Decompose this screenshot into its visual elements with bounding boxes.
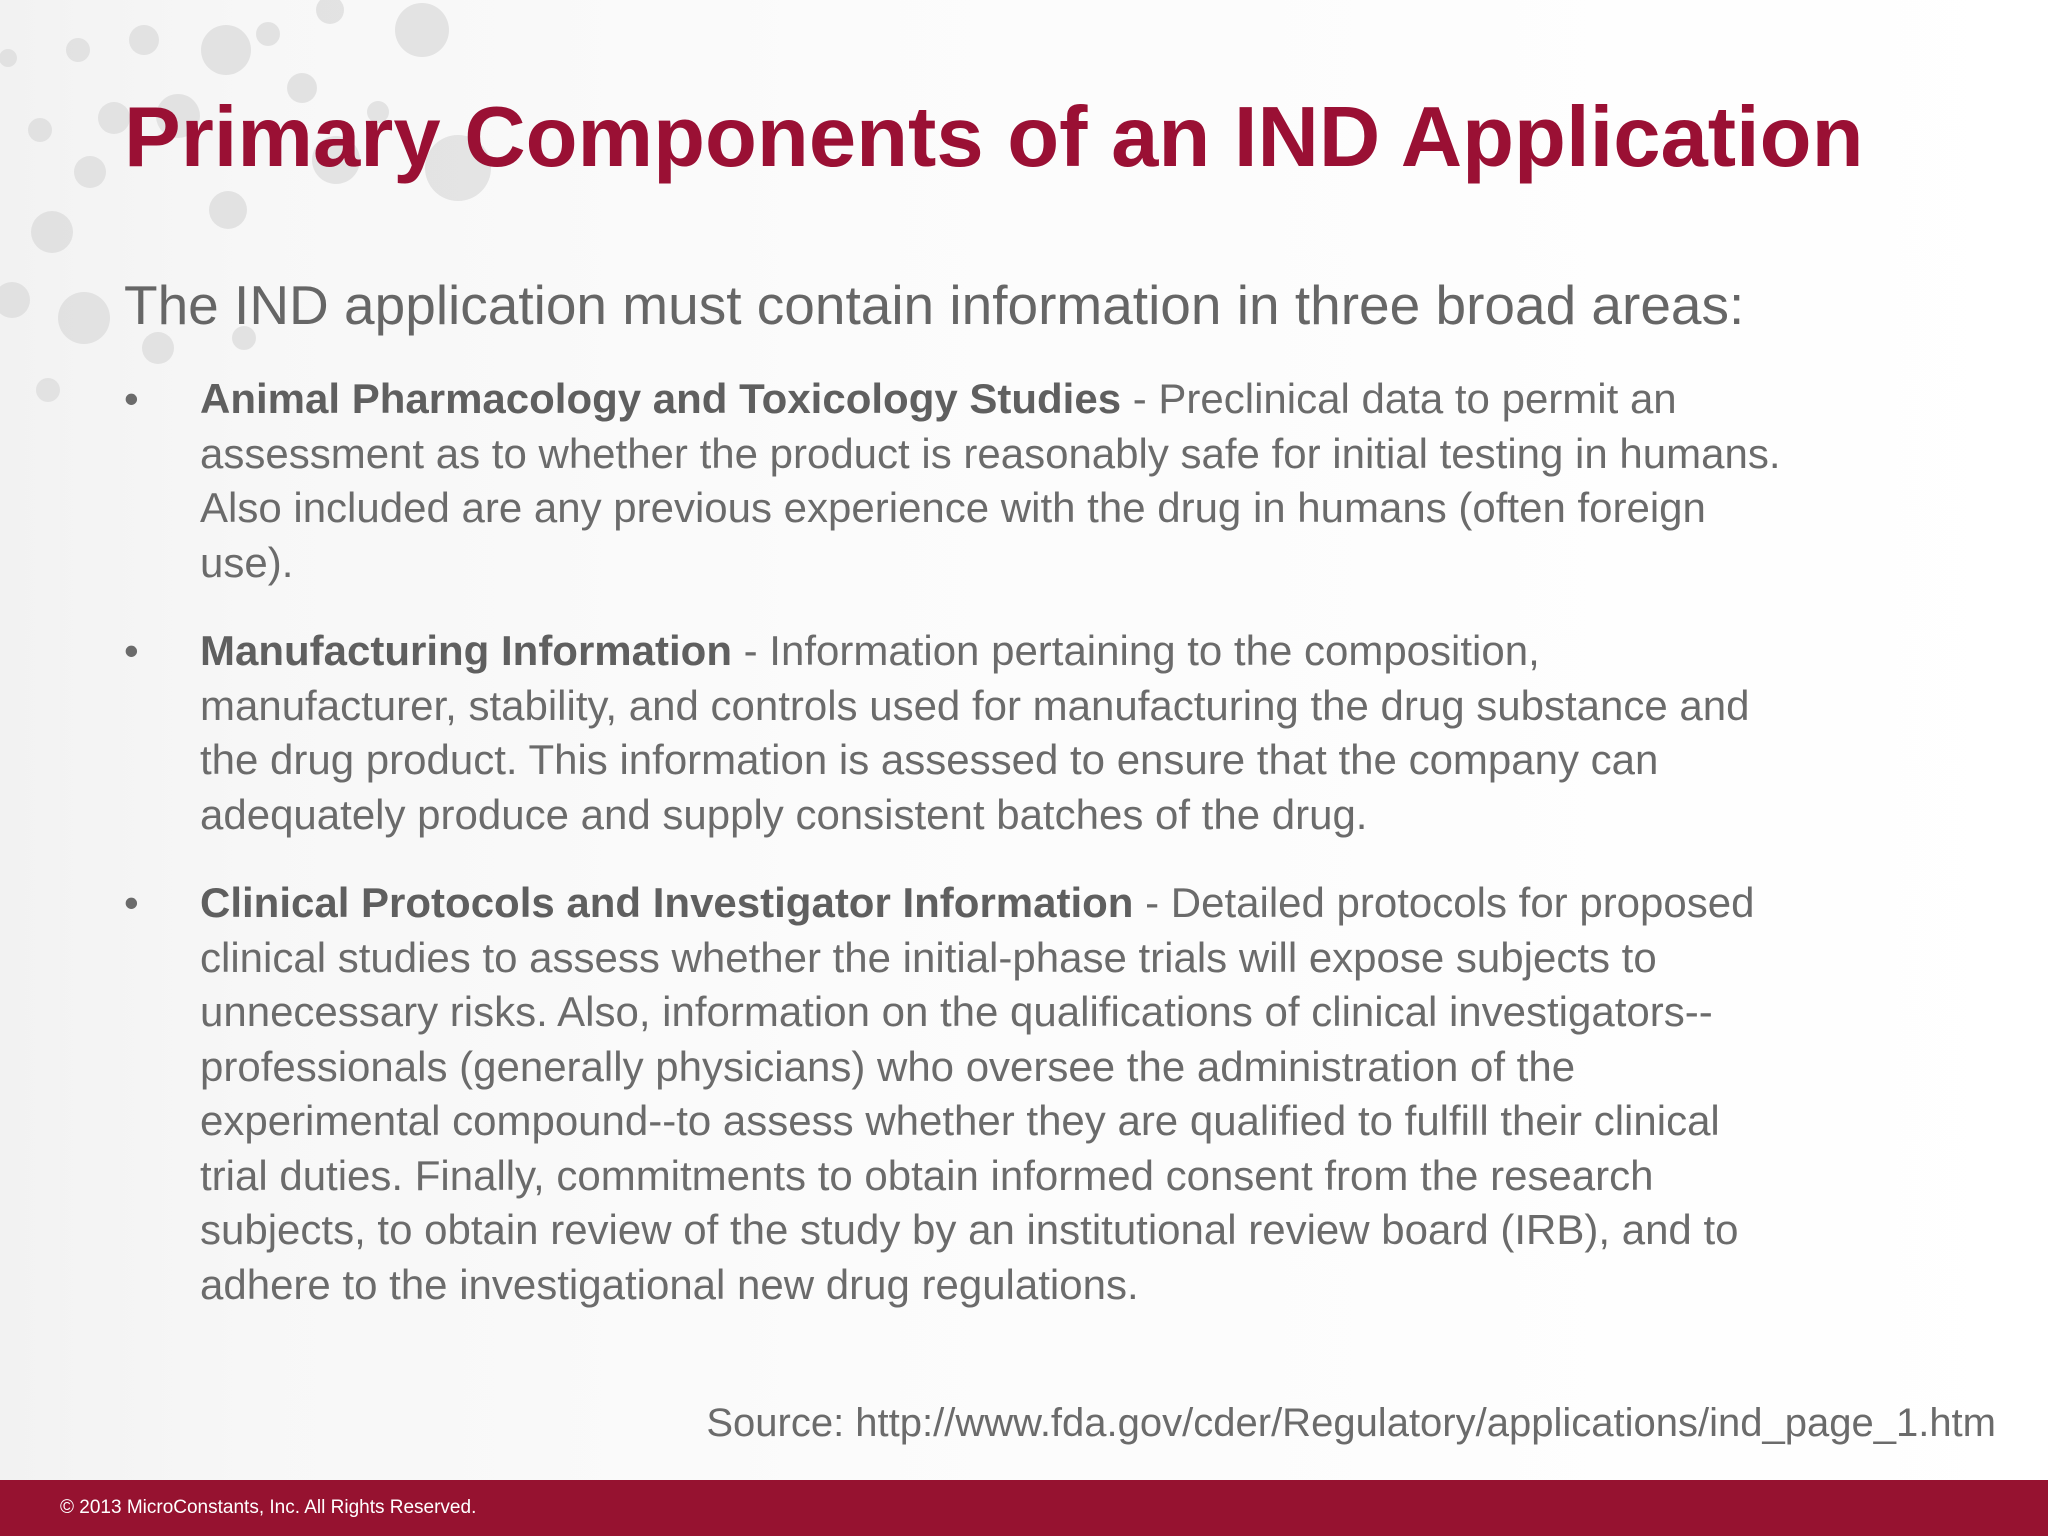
footer-bar — [0, 1480, 2048, 1536]
bullet-line: - Information pertaining to the composition, — [731, 627, 1540, 674]
bullet-line: assessment as to whether the product is reasonably safe for initial testing in humans. — [200, 429, 1781, 477]
bullet-item — [124, 876, 1924, 1312]
decorative-dot — [256, 22, 280, 46]
decorative-dot — [209, 191, 247, 229]
bullet-lead: Clinical Protocols and Investigator Information — [200, 879, 1134, 926]
bullet-line: the drug product. This information is assessed to ensure that the company can — [200, 736, 1659, 783]
decorative-dot — [74, 156, 106, 188]
bullet-line: - Detailed protocols for proposed — [1133, 879, 1755, 926]
bullet-item — [124, 372, 1924, 590]
bullet-line: Also included are any previous experience with the drug in humans (often foreign — [200, 484, 1706, 531]
decorative-dot — [0, 49, 17, 67]
decorative-dot — [36, 378, 60, 402]
decorative-dot — [66, 38, 90, 62]
bullet-line: adhere to the investigational new drug regulations. — [200, 1260, 1139, 1308]
bullet-line: professionals (generally physicians) who oversee the administration of the — [200, 1042, 1576, 1090]
slide-title: Primary Components of an IND Application — [124, 90, 1864, 185]
bullet-lead: Manufacturing Information — [200, 627, 732, 674]
bullet-line: adequately produce and supply consistent batches of the drug. — [200, 790, 1368, 838]
bullet-line: - Preclinical data to permit an — [1121, 375, 1677, 422]
decorative-dot — [316, 0, 344, 24]
bullet-line: use). — [200, 538, 294, 586]
decorative-dots — [0, 0, 520, 420]
bullet-text — [200, 624, 1924, 842]
bullet-line: clinical studies to assess whether the initial-phase trials will expose subjects to — [200, 933, 1657, 981]
decorative-dot — [31, 211, 73, 253]
source-citation: Source: http://www.fda.gov/cder/Regulatory/applications/ind_page_1.htm — [706, 1401, 1996, 1445]
decorative-dot — [395, 3, 449, 57]
decorative-dot — [28, 118, 52, 142]
decorative-dot — [201, 25, 251, 75]
bullet-line: manufacturer, stability, and controls used for manufacturing the drug substance and — [200, 681, 1750, 729]
decorative-dot — [0, 282, 30, 318]
copyright-text: © 2013 MicroConstants, Inc. All Rights Reserved. — [60, 1497, 477, 1518]
bullet-marker: • — [124, 627, 139, 674]
bullet-line: subjects, to obtain review of the study by an institutional review board (IRB), and to — [200, 1206, 1739, 1253]
bullet-text — [200, 372, 1924, 590]
bullet-line: trial duties. Finally, commitments to obtain informed consent from the research — [200, 1151, 1654, 1199]
intro-text: The IND application must contain information in three broad areas: — [124, 274, 1745, 336]
bullet-marker: • — [124, 375, 139, 422]
bullet-line: experimental compound--to assess whether they are qualified to fulfill their clinical — [200, 1097, 1720, 1144]
decorative-dot — [58, 292, 110, 344]
bullet-line: unnecessary risks. Also, information on the qualifications of clinical investigators-- — [200, 988, 1713, 1035]
bullet-text — [200, 876, 1924, 1312]
bullet-item — [124, 624, 1924, 842]
bullet-lead: Animal Pharmacology and Toxicology Studies — [200, 375, 1122, 422]
bullet-marker: • — [124, 879, 139, 926]
bullet-list — [124, 372, 1924, 1346]
decorative-dot — [129, 25, 159, 55]
